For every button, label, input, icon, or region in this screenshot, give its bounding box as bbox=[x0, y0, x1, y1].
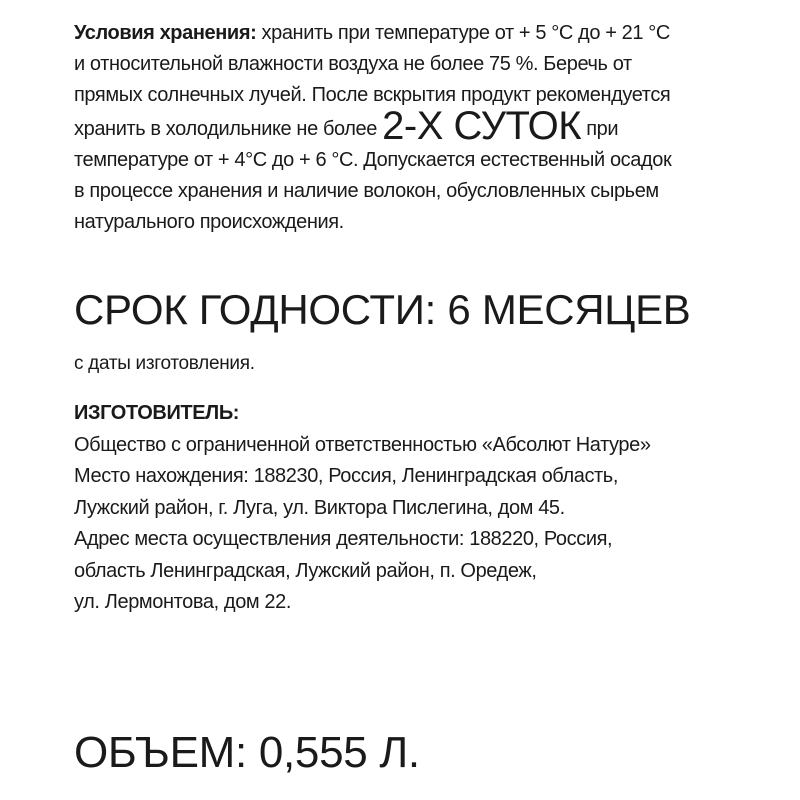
storage-line-3: прямых солнечных лучей. После вскрытия продукт рекомендуется bbox=[74, 84, 671, 106]
storage-line-6: в процессе хранения и наличие волокон, обусловленных сырьем bbox=[74, 180, 659, 202]
storage-line-7: натурального происхождения. bbox=[74, 211, 344, 233]
storage-line-5: температуре от + 4°С до + 6 °С. Допускается естественный осадок bbox=[74, 149, 672, 171]
storage-line-1-text: хранить при температуре от + 5 °С до + 21 °С bbox=[256, 22, 670, 44]
manufacturer-info bbox=[74, 398, 651, 619]
manufacturer-line-3: Лужский район, г. Луга, ул. Виктора Пислегина, дом 45. bbox=[74, 496, 565, 519]
storage-line-4-pre: хранить в холодильнике не более bbox=[74, 118, 383, 140]
manufacturer-line-5: область Ленинградская, Лужский район, п. Оредеж, bbox=[74, 559, 537, 582]
volume-text: ОБЪЕМ: 0,555 Л. bbox=[74, 728, 420, 777]
storage-line-4 bbox=[74, 104, 671, 148]
manufacturer-line-4: Адрес места осуществления деятельности: 188220, Россия, bbox=[74, 528, 613, 550]
manufacturer-line-1: Общество с ограниченной ответственностью «Абсолют Натуре» bbox=[74, 433, 651, 456]
storage-line-4-post: при bbox=[581, 118, 619, 140]
shelf-life-subtitle: с даты изготовления. bbox=[74, 353, 255, 374]
manufacturer-line-2: Место нахождения: 188230, Россия, Ленинградская область, bbox=[74, 465, 618, 487]
storage-heading: Условия хранения: bbox=[74, 22, 257, 44]
storage-conditions bbox=[74, 18, 671, 238]
storage-emphasis-days: 2-Х СУТОК bbox=[382, 104, 582, 148]
storage-line-1 bbox=[74, 18, 671, 49]
storage-line-2: и относительной влажности воздуха не более 75 %. Беречь от bbox=[74, 53, 632, 75]
shelf-life-title: СРОК ГОДНОСТИ: 6 МЕСЯЦЕВ bbox=[74, 286, 691, 333]
manufacturer-heading: ИЗГОТОВИТЕЛЬ: bbox=[74, 402, 240, 424]
manufacturer-line-6: ул. Лермонтова, дом 22. bbox=[74, 591, 292, 613]
